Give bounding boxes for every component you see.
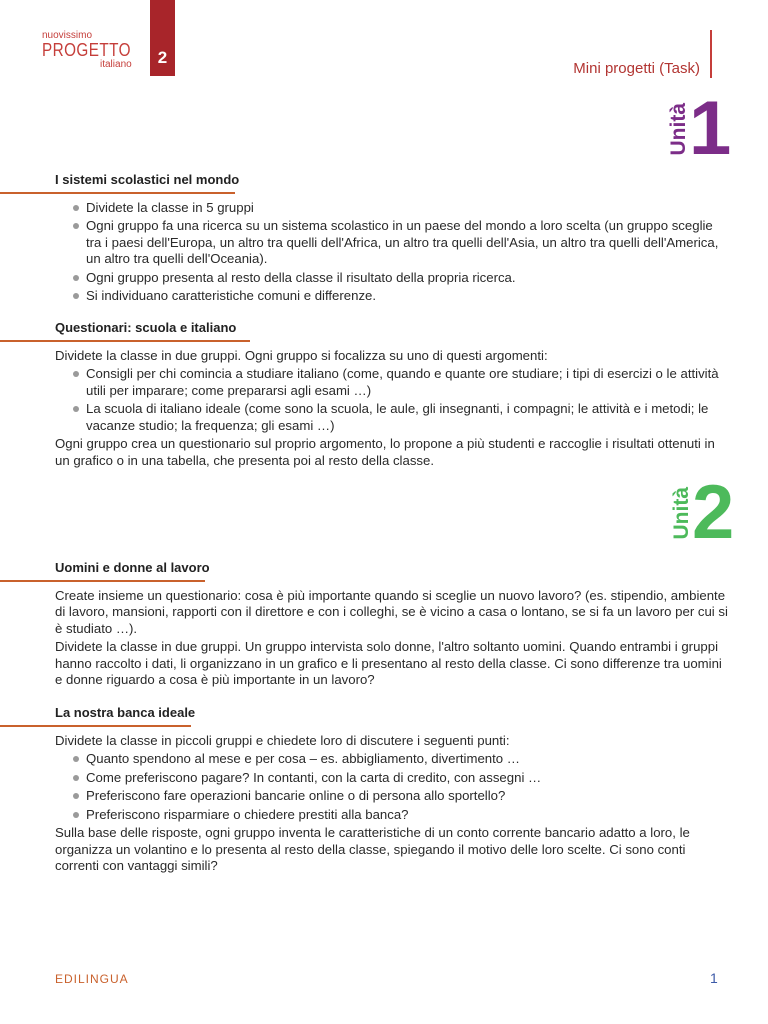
list-item: Ogni gruppo fa una ricerca su un sistema scolastico in un paese del mondo a loro scelta (un gruppo sceglie tra i paesi dell'Europa, un altro tra quelli dell'Africa, un altro tra quelli dell'Asia, un altro tra quelli dell'America, un altro tra quelli dell'Oceania). (73, 218, 730, 268)
page-number: 1 (710, 970, 718, 986)
section-sistemi-scolastici (55, 172, 730, 307)
paragraph: Sulla base delle risposte, ogni gruppo inventa le caratteristiche di un conto corrente bancario adatto a loro, le organizza un volantino e lo presenta al resto della classe, spiegando il motivo delle loro scelte. Ci sono conti correnti con vantaggi simili? (55, 825, 690, 873)
volume-tab: 2 (150, 0, 175, 76)
bullet-list (55, 366, 730, 434)
section-uomini-donne (55, 560, 730, 691)
unit-2-number: 2 (692, 470, 735, 555)
section-heading: Questionari: scuola e italiano (55, 320, 237, 335)
unit-1-number: 1 (689, 86, 732, 171)
page-title: Mini progetti (Task) (573, 60, 700, 77)
heading-rule (0, 725, 191, 727)
paragraph: Create insieme un questionario: cosa è più importante quando si sceglie un nuovo lavoro? (es. stipendio, ambiente di lavoro, mansioni, rapporti con il direttore e con i colleghi, se è vicino a casa o lontano, se si fa un lavoro per cui si è studiato …). (55, 587, 728, 636)
heading-rule (0, 192, 235, 194)
list-item: Preferiscono fare operazioni bancarie online o di persona allo sportello? (73, 788, 730, 805)
bullet-icon (73, 793, 79, 799)
heading-rule (0, 580, 205, 582)
section-heading: La nostra banca ideale (55, 705, 196, 720)
bullet-icon (73, 275, 79, 281)
list-item: Quanto spendono al mese e per cosa – es. abbigliamento, divertimento … (73, 751, 730, 768)
logo-subtitle: italiano (100, 59, 132, 70)
section-heading: I sistemi scolastici nel mondo (55, 172, 240, 187)
list-item: Consigli per chi comincia a studiare italiano (come, quando e quante ore studiare; i tipi di esercizi o le attività utili per imparare; come prepararsi agli esami …) (73, 366, 730, 399)
section-questionari (55, 320, 730, 471)
list-item: Si individuano caratteristiche comuni e differenze. (73, 288, 730, 305)
bullet-list (55, 751, 730, 823)
unit-2-label: Unità (670, 486, 693, 540)
bullet-list (55, 200, 730, 305)
list-item: La scuola di italiano ideale (come sono la scuola, le aule, gli insegnanti, i compagni; le attività e i metodi; le vacanze studio; la frequenza; gli esami …) (73, 401, 730, 434)
publisher-logo (42, 30, 142, 70)
paragraph: Dividete la classe in due gruppi. Ogni gruppo si focalizza su uno di questi argomenti: (55, 347, 548, 363)
list-item: Preferiscono risparmiare o chiedere prestiti alla banca? (73, 807, 730, 824)
bullet-icon (73, 406, 79, 412)
list-item: Come preferiscono pagare? In contanti, con la carta di credito, con assegni … (73, 770, 730, 787)
header-divider (710, 30, 712, 78)
bullet-icon (73, 293, 79, 299)
bullet-icon (73, 371, 79, 377)
bullet-icon (73, 223, 79, 229)
bullet-icon (73, 812, 79, 818)
bullet-icon (73, 756, 79, 762)
paragraph: Dividete la classe in piccoli gruppi e chiedete loro di discutere i seguenti punti: (55, 732, 510, 748)
list-item: Ogni gruppo presenta al resto della classe il risultato della propria ricerca. (73, 270, 730, 287)
section-banca-ideale (55, 705, 730, 877)
section-heading: Uomini e donne al lavoro (55, 560, 210, 575)
paragraph: Dividete la classe in due gruppi. Un gruppo intervista solo donne, l'altro soltanto uomini. Quando entrambi i gruppi hanno raccolto i dati, li organizzano in un grafico e li presentano al resto della classe. Ci sono differenze tra uomini e donne riguardo a cosa è più importante in un lavoro? (55, 639, 722, 687)
list-item: Dividete la classe in 5 gruppi (73, 200, 730, 217)
publisher-brand: EDILINGUA (55, 972, 129, 986)
bullet-icon (73, 205, 79, 211)
logo-title: PROGETTO (42, 40, 131, 60)
unit-1-marker (667, 86, 732, 171)
heading-rule (0, 340, 250, 342)
bullet-icon (73, 775, 79, 781)
unit-1-label: Unità (667, 102, 690, 156)
logo-small-text: nuovissimo (42, 30, 93, 41)
unit-2-marker (670, 470, 735, 555)
paragraph: Ogni gruppo crea un questionario sul proprio argomento, lo propone a più studenti e raccoglie i risultati ottenuti in un grafico o in una tabella, che presenta poi al resto della classe. (55, 436, 715, 468)
